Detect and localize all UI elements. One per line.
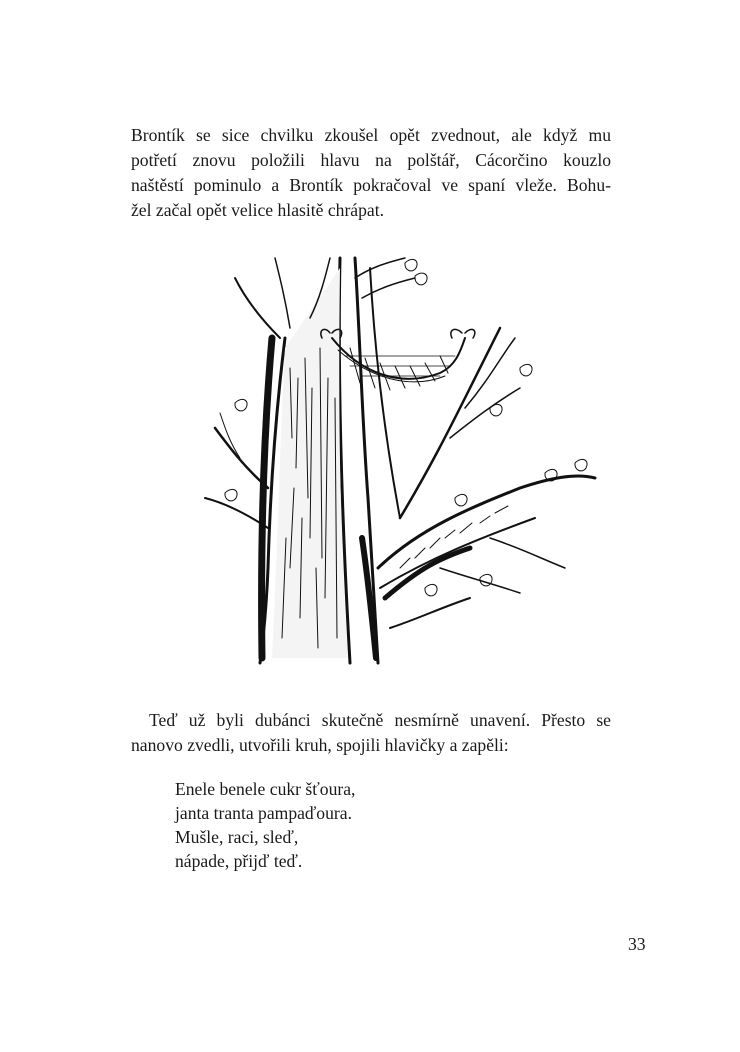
paragraph-1 [131, 123, 611, 223]
verse-line: Mušle, raci, sleď, [175, 827, 299, 847]
paragraph-2-line: Teď už byli dubánci skutečně nesmírně unavení. Přesto se [149, 710, 611, 730]
paragraph-1-line: žel začal opět velice hlasitě chrápat. [131, 200, 385, 220]
verse-line: janta tranta pampaďoura. [175, 803, 352, 823]
page-number: 33 [628, 934, 646, 954]
paragraph-2 [131, 708, 611, 758]
paragraph-1-line: naštěstí pominulo a Brontík pokračoval ve spaní vleže. Bohu- [131, 175, 611, 195]
tree-hammock-illustration [190, 238, 610, 668]
paragraph-1-line: Brontík se sice chvilku zkoušel opět zvednout, ale když mu [131, 125, 611, 145]
verse-line: nápade, přijď teď. [175, 851, 303, 871]
paragraph-1-line: potřetí znovu položili hlavu na polštář, Cácorčino kouzlo [131, 150, 611, 170]
verse-line: Enele benele cukr šťoura, [175, 779, 356, 799]
verse [175, 777, 355, 873]
paragraph-2-line: nanovo zvedli, utvořili kruh, spojili hlavičky a zapěli: [131, 735, 509, 755]
